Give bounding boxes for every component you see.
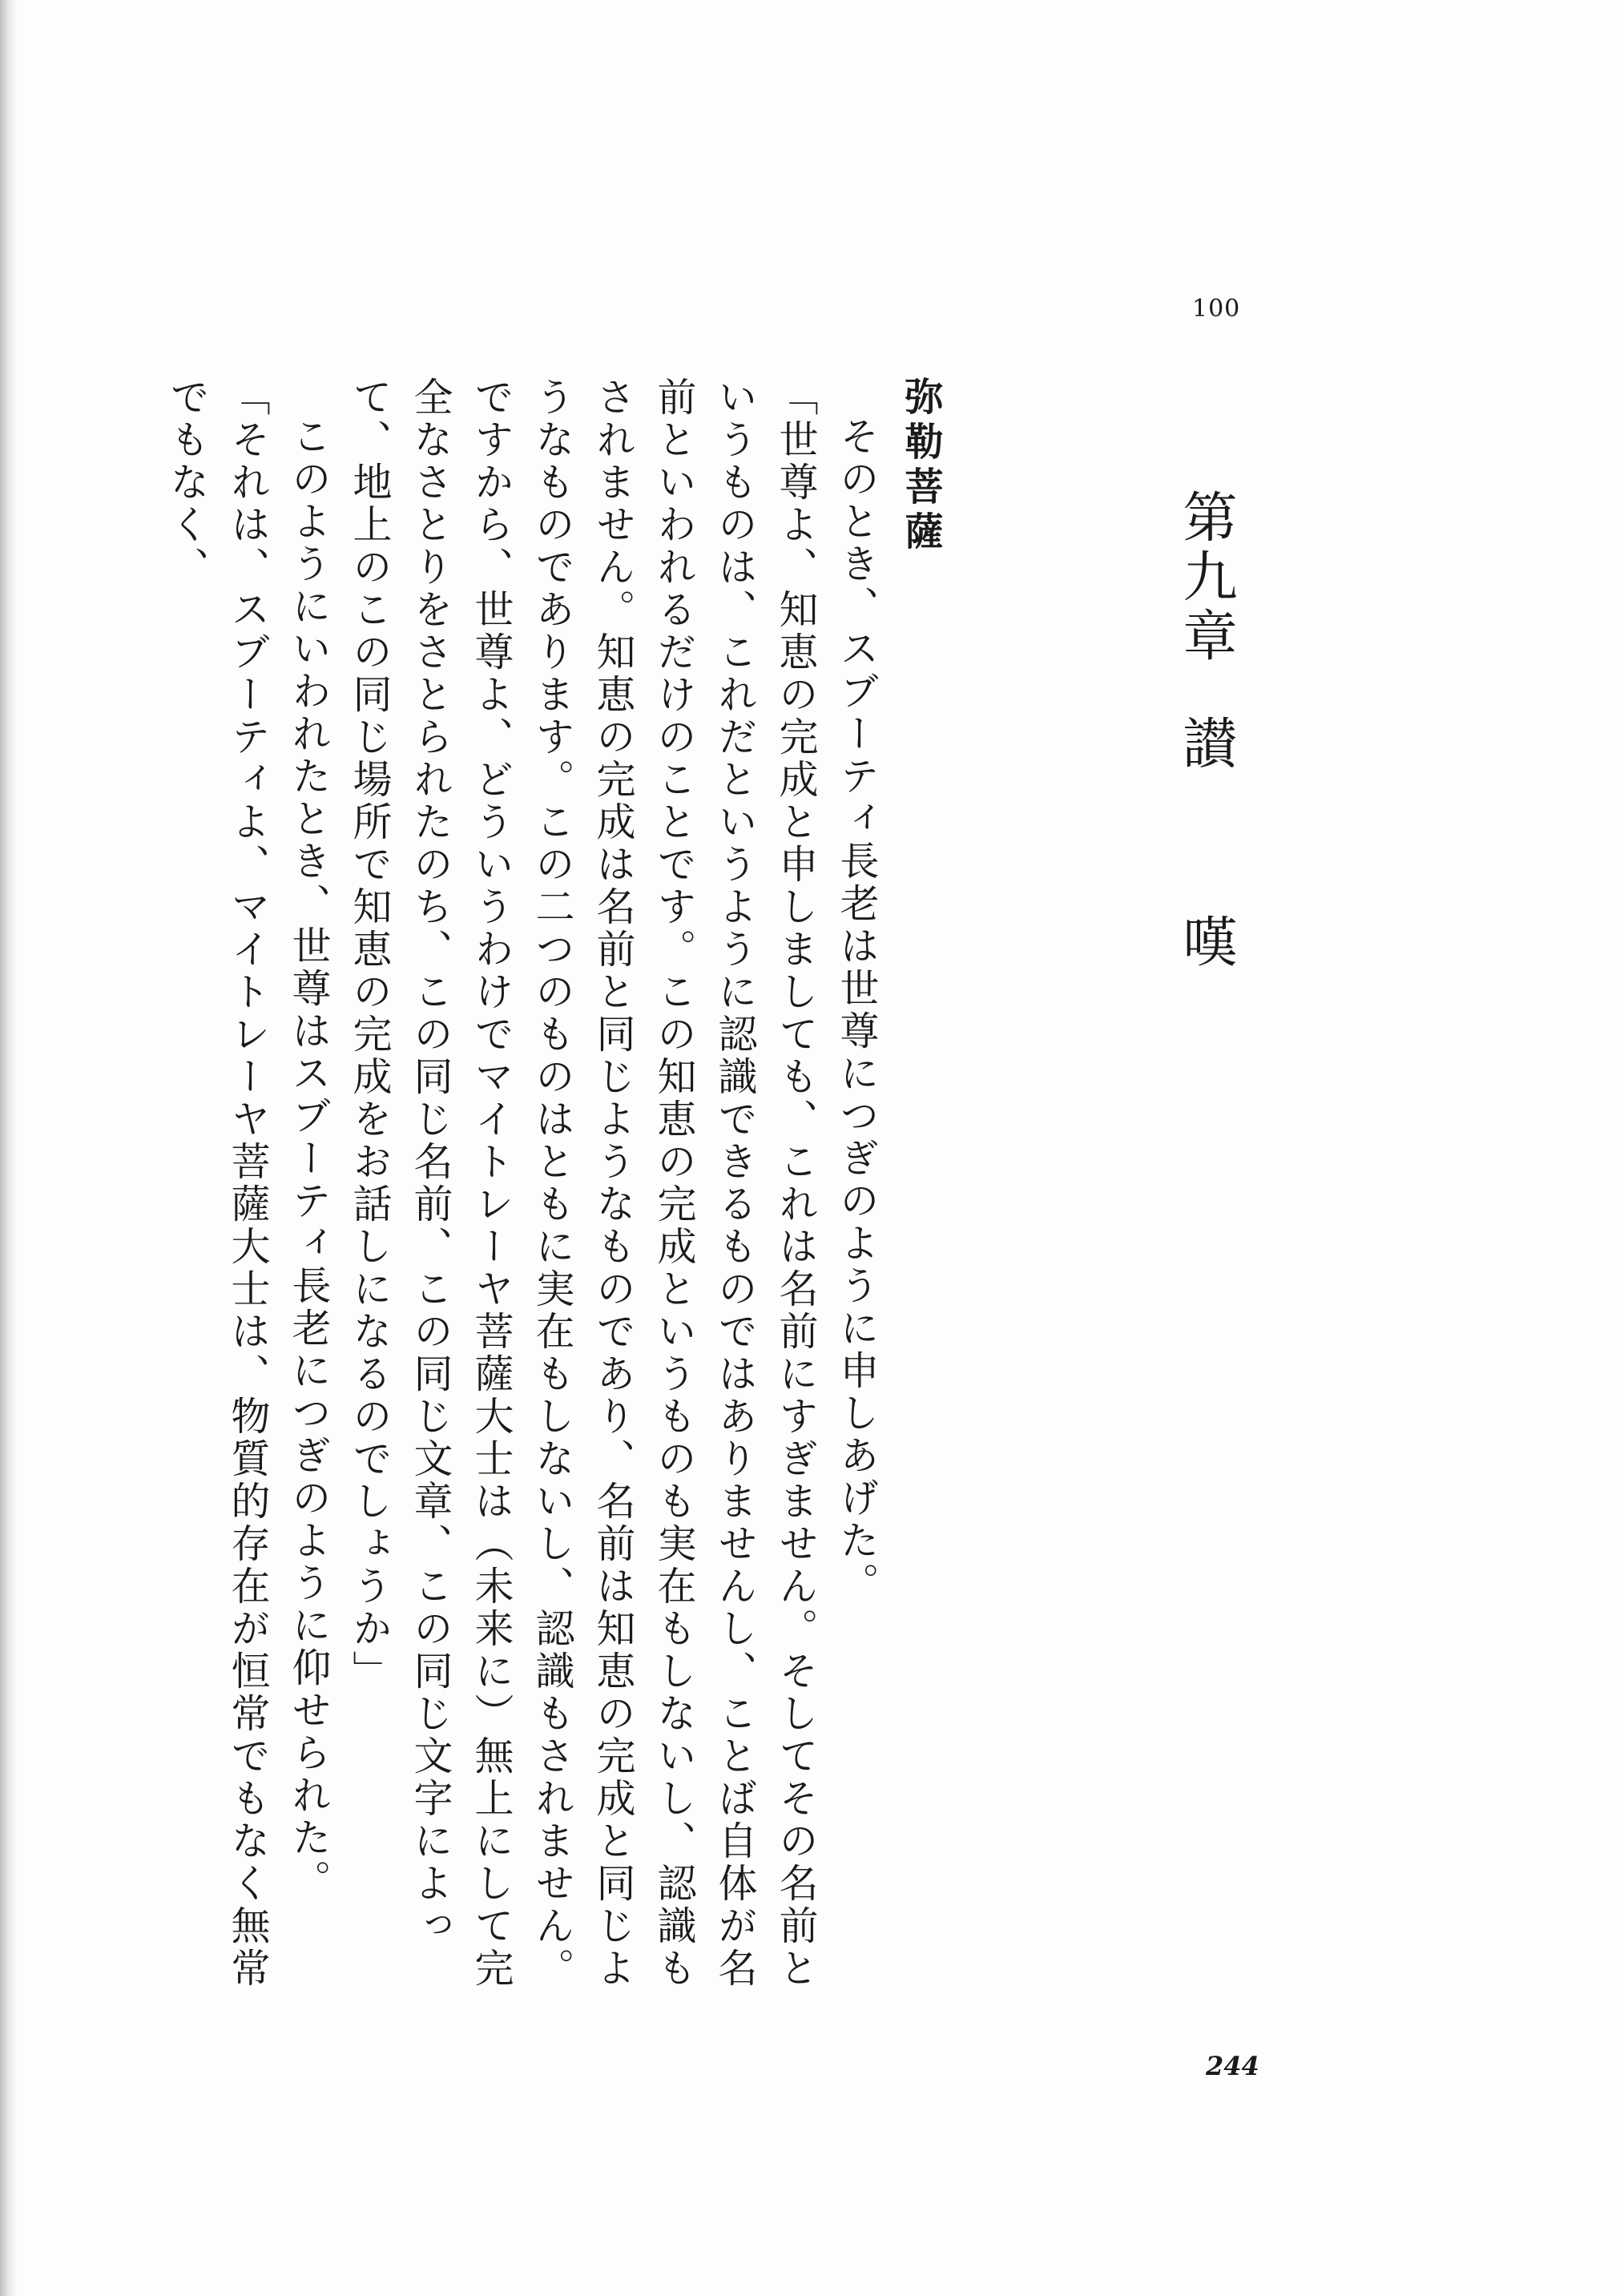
page-number: 244 — [1206, 2051, 1259, 2081]
paragraph: このようにいわれたとき、世尊はスブーティ長老につぎのように仰せられた。 — [286, 416, 332, 1902]
binding-shadow — [0, 0, 18, 2296]
chapter-name: 讃 嘆 — [1174, 715, 1237, 1013]
chapter-title — [1174, 489, 1237, 1013]
paragraph: そのとき、スブーティ長老は世尊につぎのように申しあげた。 — [834, 416, 880, 1605]
paragraph: 「それは、スブーティよ、マイトレーヤ菩薩大士は、物質的存在が恒常でもなく無常でもなく、 — [164, 377, 271, 1990]
chapter-number: 第九章 — [1174, 489, 1237, 667]
section-number: 100 — [1192, 295, 1241, 323]
paragraph: 「世尊よ、知恵の完成と申しましても、これは名前にすぎません。そしてその名前というものは、これだというように認識できるものではありませんし、ことば自体が名前といわれるだけのことです。この知恵の完成というものも実在もしないし、認識もされません。知恵の完成は名前と同じようなものであり、名前は知恵の完成と同じようなものであります。この二つのものはともに実在もしないし、認識もされません。ですから、世尊よ、どういうわけでマイトレーヤ菩薩大士は（未来に）無上にして完全なさとりをさとられたのち、この同じ名前、この同じ文章、この同じ文字によって、地上のこの同じ場所で知恵の完成をお話しになるのでしょうか」 — [347, 377, 819, 1990]
body-text — [156, 377, 887, 1995]
section-heading: 弥勒菩薩 — [898, 377, 943, 556]
